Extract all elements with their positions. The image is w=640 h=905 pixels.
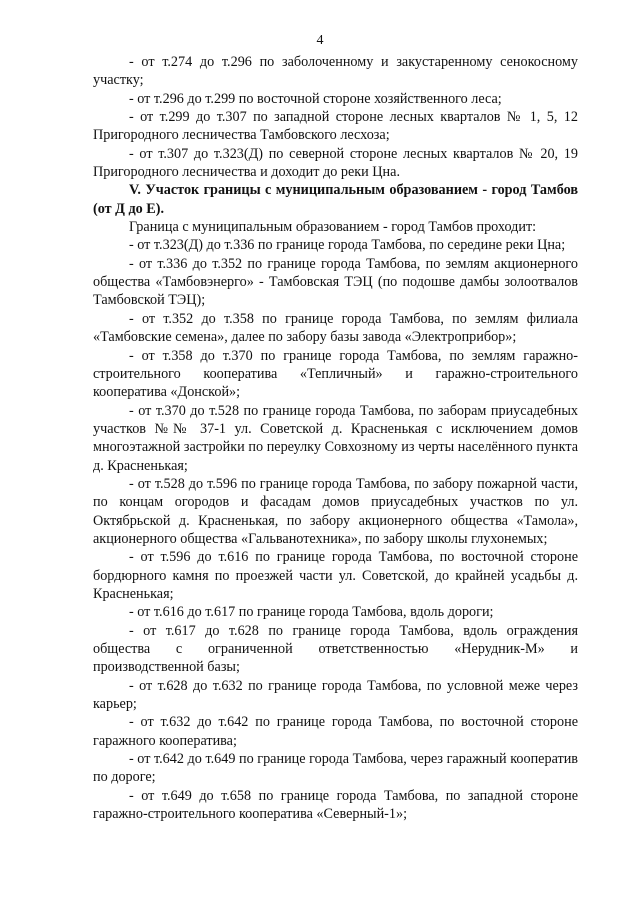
document-body (93, 53, 578, 823)
paragraph: - от т.596 до т.616 по границе города Тамбова, по восточной стороне бордюрного камня по проезжей части ул. Советской, до крайней усадьбы д. Красненькая; (93, 549, 578, 602)
paragraph: - от т.649 до т.658 по границе города Тамбова, по западной стороне гаражно-строительного кооператива «Северный-1»; (93, 787, 578, 823)
paragraph: - от т.528 до т.596 по границе города Тамбова, по забору пожарной части, по концам огородов и фасадам домов приусадебных участков по ул. Октябрьской д. Красненькая, по забору акционерного общества «Тамола», акционерного общества «Гальванотехника», по забору школы глухонемых; (93, 475, 578, 547)
page-number: 4 (316, 33, 324, 48)
paragraph: - от т.274 до т.296 по заболоченному и закустаренному сенокосному участку; (93, 54, 578, 89)
paragraph: Граница с муниципальным образованием - город Тамбов проходит: (129, 219, 537, 236)
paragraph: - от т.323(Д) до т.336 по границе города Тамбова, по середине реки Цна; (129, 237, 566, 254)
paragraph: - от т.617 до т.628 по границе города Тамбова, вдоль ограждения общества с ограниченной ответственностью «Нерудник-М» и производственной базы; (93, 622, 578, 676)
paragraph: - от т.307 до т.323(Д) по северной стороне лесных кварталов № 20, 19 Пригородного лесничества и доходит до реки Цна. (93, 145, 578, 181)
paragraph: - от т.352 до т.358 по границе города Тамбова, по землям филиала «Тамбовские семена», далее по забору базы завода «Электроприбор»; (93, 310, 578, 346)
paragraph: - от т.628 до т.632 по границе города Тамбова, по условной меже через карьер; (93, 677, 578, 713)
section-heading: V. Участок границы с муниципальным образованием - город Тамбов (от Д до Е). (93, 182, 578, 217)
paragraph: - от т.370 до т.528 по границе города Тамбова, по заборам приусадебных участков №№ 37-1 ул. Советской д. Красненькая с исключением домов многоэтажной застройки по переулку Совхозному из черты населённого пункта д. Красненькая; (93, 402, 578, 474)
paragraph: - от т.358 до т.370 по границе города Тамбова, по землям гаражно-строительного кооператива «Тепличный» и гаражно-строительного кооператива «Донской»; (93, 347, 578, 401)
paragraph: - от т.336 до т.352 по границе города Тамбова, по землям акционерного общества «Тамбовэнерго» - Тамбовская ТЭЦ (по подошве дамбы золоотвалов Тамбовской ТЭЦ); (93, 255, 578, 309)
paragraph: - от т.632 до т.642 по границе города Тамбова, по восточной стороне гаражного кооператива; (93, 714, 578, 749)
paragraph: - от т.642 до т.649 по границе города Тамбова, через гаражный кооператив по дороге; (93, 751, 578, 786)
paragraph: - от т.299 до т.307 по западной стороне лесных кварталов № 1, 5, 12 Пригородного лесничества Тамбовского лесхоза; (93, 109, 578, 144)
paragraph: - от т.616 до т.617 по границе города Тамбова, вдоль дороги; (129, 604, 494, 621)
paragraph: - от т.296 до т.299 по восточной стороне хозяйственного леса; (129, 90, 502, 107)
